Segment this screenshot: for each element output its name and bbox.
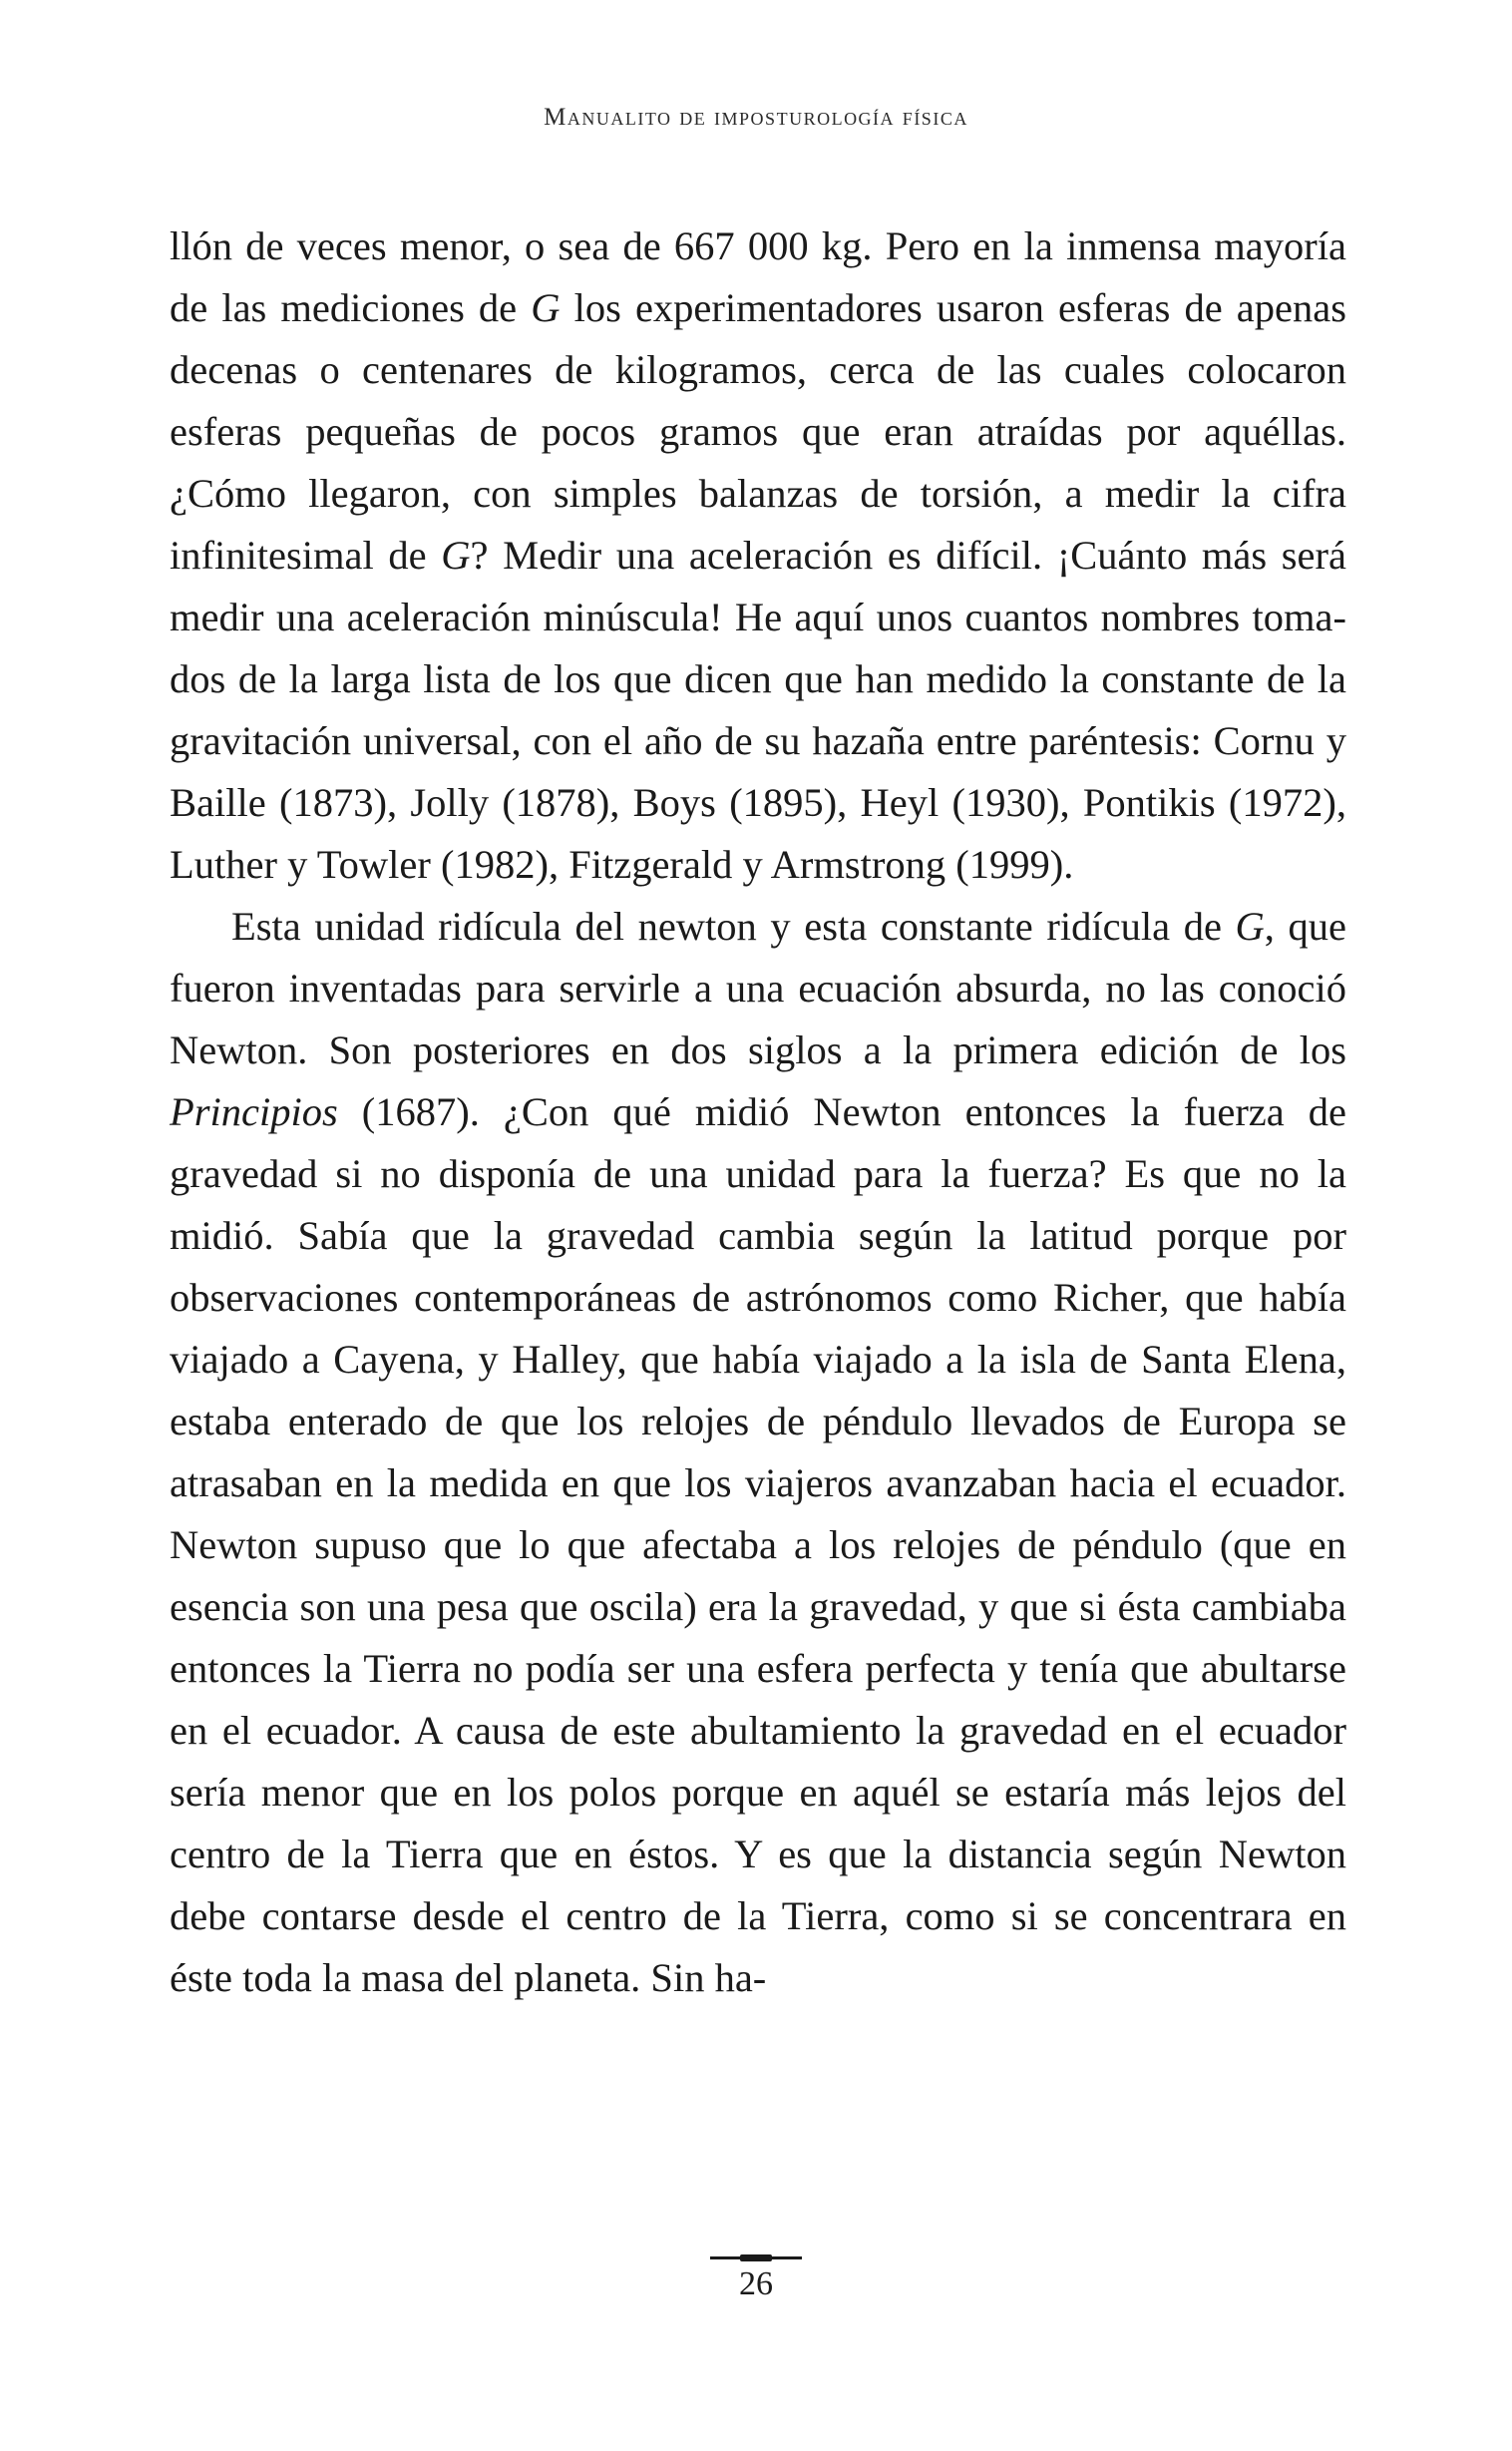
paragraph-1 [170, 215, 1346, 896]
variable-g: G [531, 285, 561, 330]
variable-g: G [441, 533, 471, 578]
variable-g: G [1235, 904, 1265, 949]
running-header: Manualito de imposturología física [544, 104, 968, 131]
paragraph-2 [170, 896, 1346, 2009]
body-text [170, 215, 1346, 2009]
book-title: Principios [170, 1089, 338, 1134]
paragraph-1-text-a: llón de veces menor, o sea de 667 000 kg. Pero en la inmensa mayoría de las mediciones de [170, 223, 1346, 330]
paragraph-2-text-c: (1687). ¿Con qué midió Newton entonces la fuerza de gravedad si no disponía de una unidad para la fuerza? Es que no la midió. Sabía que la gravedad cambia según la latitud porque por observaciones contemporáneas de astrónomos como Richer, que había viajado a Cayena, y Halley, que había viajado a la isla de Santa Elena, estaba enterado de que los relojes de péndulo llevados de Europa se atrasaban en la medida en que los viajeros avanzaban hacia el ecuador. Newton supuso que lo que afectaba a los relojes de péndulo (que en esencia son una pesa que oscila) era la gravedad, y que si ésta cambiaba entonces la Tierra no podía ser una esfera perfecta y tenía que abultarse en el ecuador. A causa de este abultamiento la gravedad en el ecuador sería menor que en los polos porque en aquél se estaría más lejos del centro de la Tierra que en éstos. Y es que la distancia según Newton debe contarse desde el centro de la Tierra, como si se concentrara en éste toda la masa del planeta. Sin ha- [170, 1089, 1346, 2000]
page-footer [0, 2256, 1512, 2303]
ornamental-rule [710, 2256, 802, 2259]
page-number: 26 [739, 2265, 773, 2302]
paragraph-1-text-b: los experimentadores usaron esferas de apenas decenas o centenares de kilogramos, cerca de las cuales colocaron esferas pequeñas de pocos gramos que eran atraídas por aquéllas. ¿Cómo llegaron, con simples balanzas de torsión, a medir la cifra infinitesimal de [170, 285, 1346, 578]
paragraph-2-text-b: , que fueron inventadas para servirle a una ecuación absurda, no las conoció Newton. Son posteriores en dos siglos a la primera edición de los [170, 904, 1346, 1072]
paragraph-2-text-a: Esta unidad ridícula del newton y esta constante ridícula de [231, 904, 1236, 949]
paragraph-1-text-c: ? Medir una aceleración es difícil. ¡Cuánto más será medir una aceleración minúscula! He aquí unos cuantos nombres tomados de la larga lista de los que dicen que han medido la constante de la gravitación universal, con el año de su hazaña entre paréntesis: Cornu y Baille (1873), Jolly (1878), Boys (1895), Heyl (1930), Pontikis (1972), Luther y Towler (1982), Fitzgerald y Armstrong (1999). [170, 533, 1346, 887]
